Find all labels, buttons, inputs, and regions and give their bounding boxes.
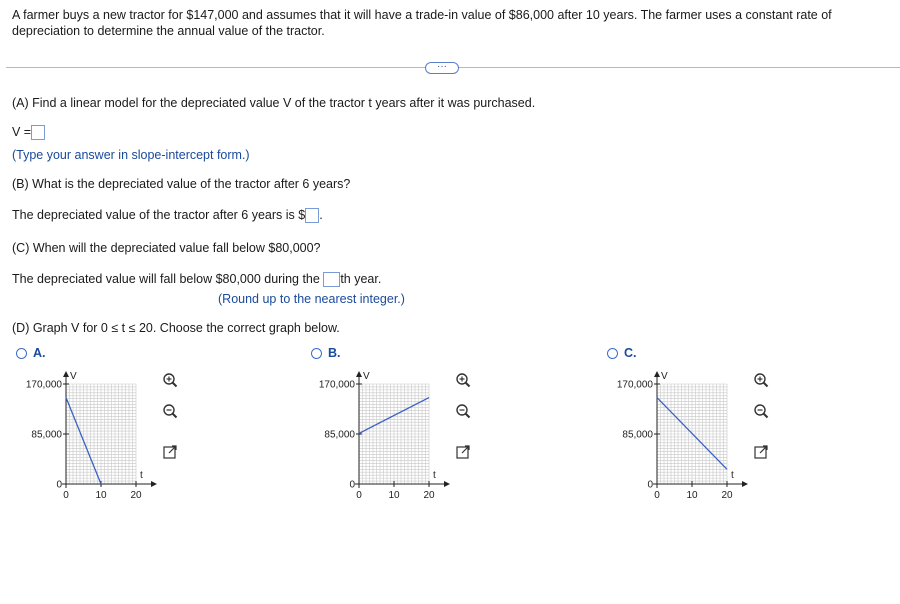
choice-c-graph	[605, 364, 845, 504]
zoom-in-icon[interactable]	[753, 372, 769, 388]
x-axis-title: t	[731, 470, 734, 481]
choice-a-label: A.	[33, 346, 46, 360]
zoom-out-icon[interactable]	[753, 403, 769, 419]
part-c-question: (C) When will the depreciated value fall below $80,000?	[12, 241, 321, 255]
x-tick-label: 10	[95, 490, 107, 501]
x-tick-label: 20	[130, 490, 142, 501]
x-axis-arrow	[444, 481, 450, 487]
x-tick-label: 20	[721, 490, 733, 501]
part-c-hint: (Round up to the nearest integer.)	[218, 292, 405, 306]
part-a-prefix: V =	[12, 125, 32, 139]
y-axis-title: V	[70, 371, 77, 382]
y-axis-title: V	[363, 371, 370, 382]
choice-a-graph	[14, 364, 254, 504]
choice-c-label: C.	[624, 346, 637, 360]
choice-c-option[interactable]	[607, 346, 637, 360]
x-axis-arrow	[742, 481, 748, 487]
part-c-suffix: th year.	[340, 272, 382, 286]
y-tick-label: 85,000	[31, 429, 62, 441]
y-tick-label: 85,000	[622, 429, 653, 441]
y-tick-label: 170,000	[25, 379, 62, 391]
choice-a-option[interactable]	[16, 346, 46, 360]
part-a-hint: (Type your answer in slope-intercept form.)	[12, 148, 250, 162]
part-b-answer-box[interactable]	[305, 208, 319, 223]
choice-c-radio[interactable]	[607, 348, 618, 359]
part-b-prefix: The depreciated value of the tractor after 6 years is $	[12, 208, 306, 222]
x-tick-label: 0	[63, 490, 69, 501]
y-tick-label: 170,000	[318, 379, 355, 391]
choice-b-radio[interactable]	[311, 348, 322, 359]
x-tick-label: 0	[654, 490, 660, 501]
part-a-answer-row	[12, 125, 45, 140]
zoom-out-icon[interactable]	[455, 403, 471, 419]
part-b-answer-row	[12, 208, 323, 223]
y-tick-label: 0	[349, 479, 355, 491]
choice-a-radio[interactable]	[16, 348, 27, 359]
part-a-answer-box[interactable]	[31, 125, 45, 140]
expand-graph-icon[interactable]	[162, 444, 178, 460]
y-axis-arrow	[654, 371, 660, 377]
x-tick-label: 20	[423, 490, 435, 501]
problem-statement: A farmer buys a new tractor for $147,000 and assumes that it will have a trade-in value of $86,000 after 10 years. The farmer uses a constant rate of depreciation to determine the annual value of the tractor.	[12, 8, 832, 38]
y-axis-arrow	[63, 371, 69, 377]
part-a-question: (A) Find a linear model for the depreciated value V of the tractor t years after it was purchased.	[12, 96, 536, 110]
expand-graph-icon[interactable]	[753, 444, 769, 460]
x-tick-label: 0	[356, 490, 362, 501]
choice-b-option[interactable]	[311, 346, 341, 360]
zoom-in-icon[interactable]	[455, 372, 471, 388]
y-axis-arrow	[356, 371, 362, 377]
y-tick-label: 170,000	[616, 379, 653, 391]
y-tick-label: 85,000	[324, 429, 355, 441]
y-tick-label: 0	[647, 479, 653, 491]
x-axis-title: t	[140, 470, 143, 481]
choice-b-label: B.	[328, 346, 341, 360]
expand-more-button[interactable]: ···	[425, 62, 459, 74]
part-c-answer-box[interactable]	[323, 272, 340, 287]
part-d-question: (D) Graph V for 0 ≤ t ≤ 20. Choose the correct graph below.	[12, 321, 340, 335]
part-b-suffix: .	[319, 208, 323, 222]
part-c-prefix: The depreciated value will fall below $80,000 during the	[12, 272, 320, 286]
x-tick-label: 10	[388, 490, 400, 501]
x-axis-arrow	[151, 481, 157, 487]
y-axis-title: V	[661, 371, 668, 382]
part-c-answer-row	[12, 272, 381, 287]
y-tick-label: 0	[56, 479, 62, 491]
x-axis-title: t	[433, 470, 436, 481]
zoom-out-icon[interactable]	[162, 403, 178, 419]
zoom-in-icon[interactable]	[162, 372, 178, 388]
x-tick-label: 10	[686, 490, 698, 501]
expand-graph-icon[interactable]	[455, 444, 471, 460]
part-b-question: (B) What is the depreciated value of the tractor after 6 years?	[12, 177, 351, 191]
choice-b-graph	[307, 364, 547, 504]
